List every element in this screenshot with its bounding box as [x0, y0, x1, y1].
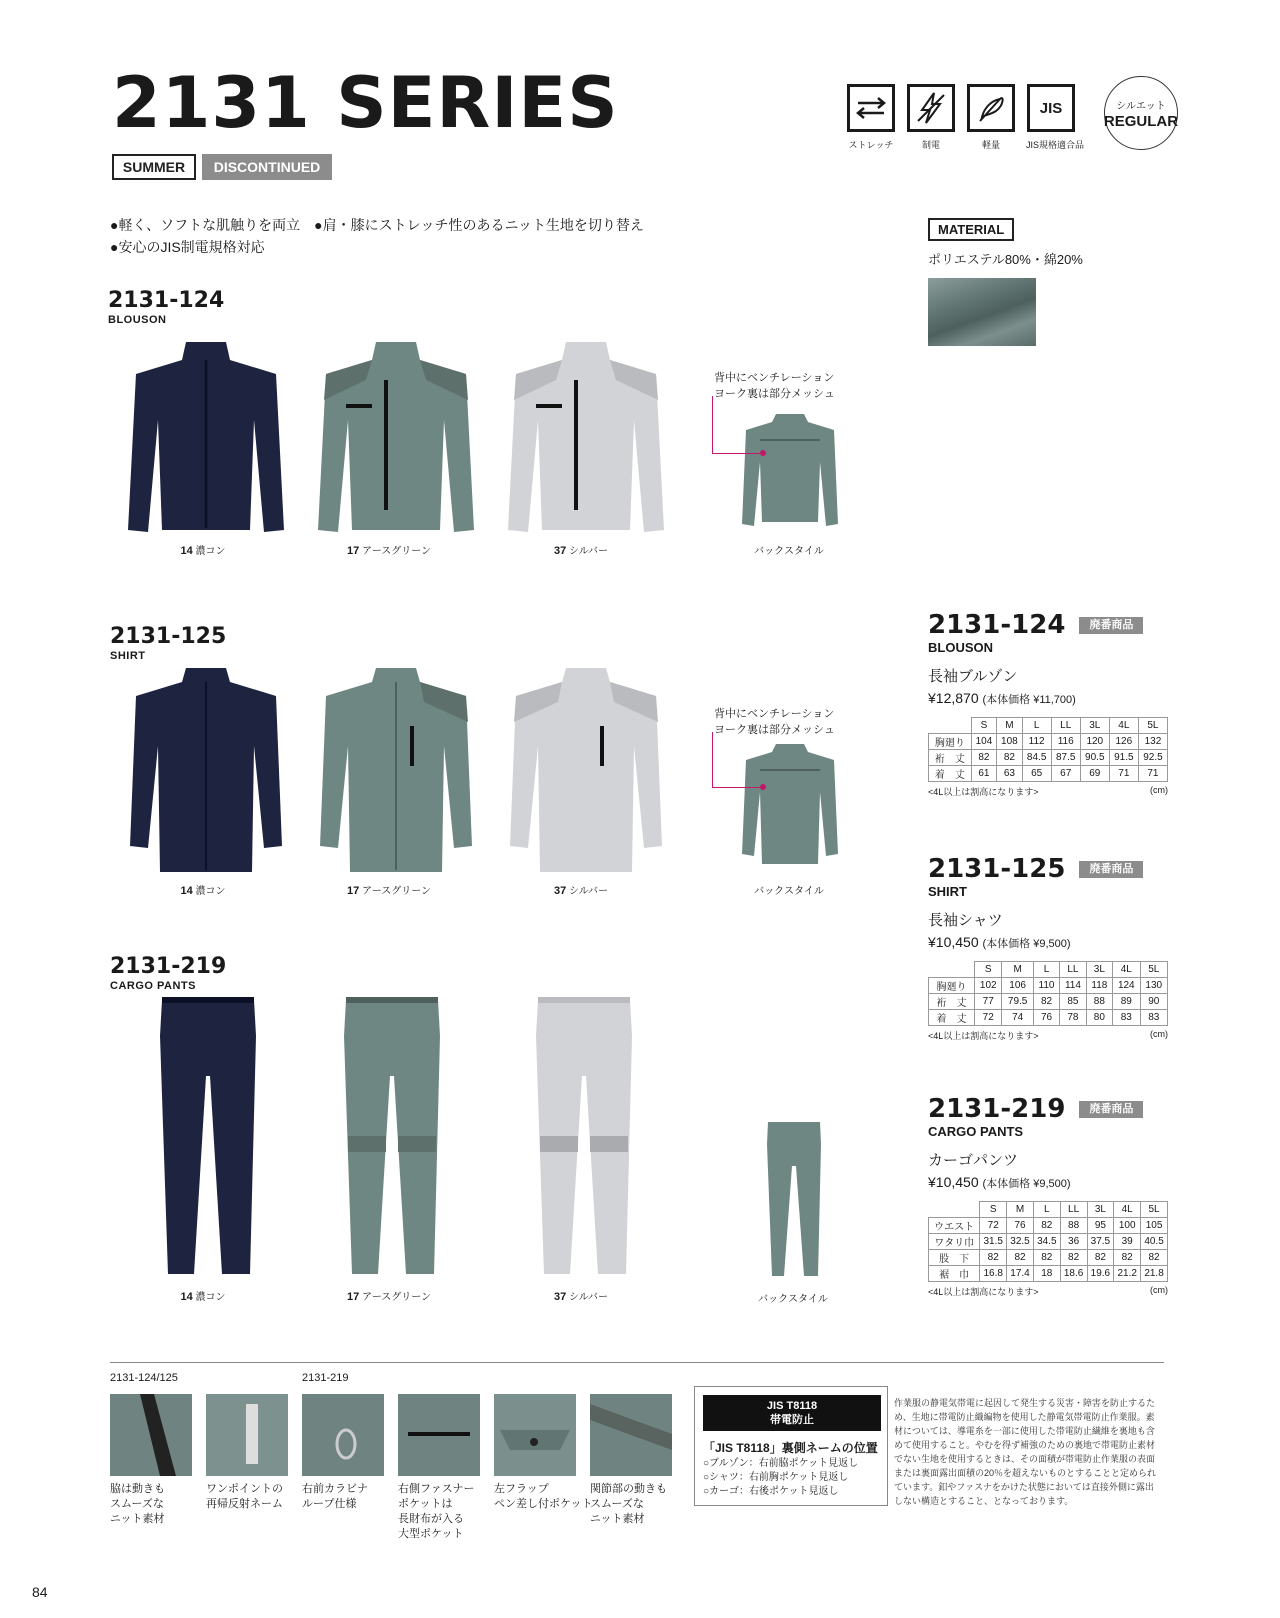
spec-block — [928, 1096, 1168, 1298]
table-cell: 124 — [1113, 978, 1140, 994]
shirt-navy-image — [126, 666, 286, 876]
table-cell: 67 — [1051, 766, 1080, 782]
detail-caption-line: ワンポイントの — [206, 1483, 283, 1495]
series-title: 2131 SERIES — [112, 62, 619, 144]
spec-code: 2131-124 — [928, 610, 1066, 640]
silhouette-badge — [1104, 76, 1178, 150]
feature-line: ●軽く、ソフトな肌触りを両立 ●肩・膝にストレッチ性のあるニット生地を切り替え — [110, 217, 644, 233]
row-label: 胸廻り — [929, 734, 972, 750]
color-caption: 37 シルバー — [553, 885, 609, 897]
size-header: 5L — [1141, 1202, 1168, 1218]
pants-back-image — [766, 1120, 822, 1278]
table-row — [929, 994, 1168, 1010]
table-cell: 77 — [975, 994, 1002, 1010]
table-cell: 92.5 — [1138, 750, 1167, 766]
detail-photo-knee-knit — [590, 1394, 672, 1476]
spec-japanese-name: 長袖シャツ — [928, 912, 1003, 929]
stretch-label: ストレッチ — [848, 140, 894, 150]
jis-name-box — [694, 1386, 888, 1506]
table-cell: 102 — [975, 978, 1002, 994]
spec-japanese-name: 長袖ブルゾン — [928, 668, 1018, 685]
table-cell: 69 — [1080, 766, 1109, 782]
table-cell: 126 — [1109, 734, 1138, 750]
size-table — [928, 717, 1168, 782]
table-row — [929, 1010, 1168, 1026]
table-cell: 32.5 — [1007, 1234, 1034, 1250]
lightning-icon — [907, 84, 955, 132]
color-caption: 17 アースグリーン — [346, 885, 432, 897]
size-header: 4L — [1114, 1202, 1141, 1218]
spec-price — [928, 690, 1168, 707]
row-label: ウエスト — [929, 1218, 980, 1234]
price-value: ¥10,450 — [928, 934, 979, 950]
size-header: 4L — [1109, 718, 1138, 734]
table-cell: 37.5 — [1087, 1234, 1114, 1250]
detail-caption-line: 右前カラビナ — [302, 1483, 368, 1495]
table-unit: (cm) — [1150, 1285, 1168, 1295]
antistatic-function — [906, 84, 956, 151]
table-cell: 87.5 — [1051, 750, 1080, 766]
jis-badge-line: 帯電防止 — [770, 1414, 814, 1426]
table-cell: 89 — [1113, 994, 1140, 1010]
blouson-navy-image — [126, 340, 286, 540]
table-cell: 106 — [1002, 978, 1033, 994]
table-corner — [929, 718, 972, 734]
blouson-heading — [108, 290, 224, 326]
color-caption: 37 シルバー — [553, 545, 609, 557]
table-note: <4L以上は割高になります> — [928, 1287, 1039, 1297]
size-header: 4L — [1113, 962, 1140, 978]
table-cell: 84.5 — [1022, 750, 1051, 766]
material-label: MATERIAL — [928, 218, 1014, 241]
fabric-swatch — [928, 278, 1036, 346]
table-note: <4L以上は割高になります> — [928, 787, 1039, 797]
product-type: CARGO PANTS — [110, 980, 196, 992]
pants-heading — [110, 956, 226, 992]
table-cell: 85 — [1060, 994, 1086, 1010]
table-cell: 31.5 — [980, 1234, 1007, 1250]
table-cell: 72 — [975, 1010, 1002, 1026]
table-cell: 82 — [1141, 1250, 1168, 1266]
table-cell: 61 — [971, 766, 996, 782]
size-header: 3L — [1080, 718, 1109, 734]
table-cell: 83 — [1113, 1010, 1140, 1026]
detail-caption-line: 大型ポケット — [398, 1528, 464, 1540]
table-cell: 82 — [971, 750, 996, 766]
spec-japanese-name: カーゴパンツ — [928, 1152, 1019, 1169]
divider — [110, 1362, 1164, 1363]
table-cell: 80 — [1086, 1010, 1112, 1026]
detail-photo-side-knit — [110, 1394, 192, 1476]
detail-caption-line: ループ仕様 — [302, 1498, 357, 1510]
detail-group-label: 2131-219 — [302, 1372, 349, 1384]
detail-caption-line: ニット素材 — [110, 1513, 165, 1525]
product-code: 2131-125 — [110, 624, 227, 649]
table-cell: 83 — [1140, 1010, 1167, 1026]
table-row — [929, 978, 1168, 994]
price-value: ¥12,870 — [928, 690, 979, 706]
table-cell: 90 — [1140, 994, 1167, 1010]
spec-price — [928, 1174, 1168, 1191]
callout-dot — [760, 784, 766, 790]
spec-type: BLOUSON — [928, 640, 993, 655]
spec-type: SHIRT — [928, 884, 967, 899]
detail-caption — [590, 1482, 686, 1527]
table-cell: 74 — [1002, 1010, 1033, 1026]
table-cell: 78 — [1060, 1010, 1086, 1026]
size-header: LL — [1060, 1202, 1087, 1218]
antistatic-label: 制電 — [921, 140, 940, 150]
table-row — [929, 1234, 1168, 1250]
table-cell: 40.5 — [1141, 1234, 1168, 1250]
table-cell: 82 — [1033, 1218, 1060, 1234]
table-row — [929, 1250, 1168, 1266]
stretch-arrows-icon — [847, 84, 895, 132]
discontinued-tag: DISCONTINUED — [202, 154, 332, 180]
material-composition: ポリエステル80%・綿20% — [928, 252, 1083, 267]
back-caption: バックスタイル — [754, 886, 824, 897]
size-header-row — [929, 718, 1168, 734]
spec-code: 2131-219 — [928, 1094, 1066, 1124]
price-base: (本体価格 ¥9,500) — [982, 938, 1071, 950]
pants-silver-image — [534, 996, 634, 1276]
detail-caption — [494, 1482, 594, 1512]
pants-green-image — [342, 996, 442, 1276]
table-row — [929, 1218, 1168, 1234]
detail-caption — [398, 1482, 494, 1542]
table-corner — [929, 962, 975, 978]
spec-block — [928, 612, 1168, 798]
table-cell: 114 — [1060, 978, 1086, 994]
table-row — [929, 1266, 1168, 1282]
table-cell: 72 — [980, 1218, 1007, 1234]
size-header: M — [997, 718, 1022, 734]
size-header-row — [929, 1202, 1168, 1218]
table-cell: 18.6 — [1060, 1266, 1087, 1282]
table-cell: 71 — [1138, 766, 1167, 782]
discontinued-badge: 廃番商品 — [1079, 1101, 1143, 1118]
size-header: L — [1033, 962, 1059, 978]
table-cell: 105 — [1141, 1218, 1168, 1234]
table-cell: 82 — [1114, 1250, 1141, 1266]
color-caption: 14 濃コン — [180, 885, 226, 897]
table-cell: 19.6 — [1087, 1266, 1114, 1282]
table-cell: 82 — [1087, 1250, 1114, 1266]
detail-caption-line: 脇は動きも — [110, 1483, 165, 1495]
table-cell: 21.2 — [1114, 1266, 1141, 1282]
feather-icon — [967, 84, 1015, 132]
table-cell: 130 — [1140, 978, 1167, 994]
color-caption: 14 濃コン — [180, 1291, 226, 1303]
discontinued-badge: 廃番商品 — [1079, 617, 1143, 634]
size-table — [928, 1201, 1168, 1282]
discontinued-badge: 廃番商品 — [1079, 861, 1143, 878]
detail-caption-line: 左フラップ — [494, 1483, 549, 1495]
detail-caption — [302, 1482, 398, 1512]
callout-line — [712, 732, 762, 788]
spec-price — [928, 934, 1168, 951]
color-caption: 14 濃コン — [180, 545, 226, 557]
callout-dot — [760, 450, 766, 456]
back-note-line: ヨーク裏は部分メッシュ — [714, 724, 835, 736]
table-cell: 79.5 — [1002, 994, 1033, 1010]
shirt-green-image — [316, 666, 476, 876]
detail-photo-carabiner-loop — [302, 1394, 384, 1476]
table-row — [929, 750, 1168, 766]
feature-line: ●安心のJIS制電規格対応 — [110, 239, 265, 255]
row-label: 股 下 — [929, 1250, 980, 1266]
table-cell: 91.5 — [1109, 750, 1138, 766]
table-cell: 18 — [1033, 1266, 1060, 1282]
lightweight-function — [966, 84, 1016, 151]
product-type: SHIRT — [110, 650, 146, 662]
row-label: 着 丈 — [929, 766, 972, 782]
table-cell: 36 — [1060, 1234, 1087, 1250]
row-label: 裄 丈 — [929, 750, 972, 766]
table-cell: 82 — [997, 750, 1022, 766]
size-header: M — [1002, 962, 1033, 978]
table-unit: (cm) — [1150, 1029, 1168, 1039]
back-caption: バックスタイル — [754, 546, 824, 557]
detail-photo-reflective-label — [206, 1394, 288, 1476]
row-label: 裄 丈 — [929, 994, 975, 1010]
blouson-silver-image — [506, 340, 666, 540]
table-cell: 34.5 — [1033, 1234, 1060, 1250]
size-table — [928, 961, 1168, 1026]
size-header: S — [980, 1202, 1007, 1218]
table-cell: 88 — [1086, 994, 1112, 1010]
table-cell: 110 — [1033, 978, 1059, 994]
shirt-silver-image — [506, 666, 666, 876]
table-cell: 108 — [997, 734, 1022, 750]
season-tag: SUMMER — [112, 154, 196, 180]
table-note-row — [928, 1029, 1168, 1042]
size-header: 5L — [1138, 718, 1167, 734]
size-header: 5L — [1140, 962, 1167, 978]
back-note-line: ヨーク裏は部分メッシュ — [714, 388, 835, 400]
jis-description: 作業服の静電気帯電に起因して発生する災害・障害を防止するため、生地に帯電防止織編物を使用した静電気帯電防止作業服。素材については、導電糸を一部に使用した帯電防止繊維を裏地も含めて使用すること。やむを得ず補強のための裏地で帯電防止素材でない生地を使用するときは、その面積が帯電防止作業服の表面または裏面露出面積の20％を超えないものとすることと定められています。釦やファスナをかけた状態においては直接外側に露出しない構造とすること、となっております。 — [894, 1398, 1157, 1506]
jis-list-item: ○シャツ：右前胸ポケット見返し — [703, 1472, 849, 1483]
size-header: S — [971, 718, 996, 734]
spec-code-row — [928, 856, 1168, 882]
stretch-function — [846, 84, 896, 151]
product-code: 2131-124 — [108, 288, 225, 313]
detail-caption-line: 関節部の動きも — [590, 1483, 667, 1495]
table-cell: 82 — [1007, 1250, 1034, 1266]
detail-caption — [206, 1482, 302, 1512]
spec-block — [928, 856, 1168, 1042]
table-note-row — [928, 785, 1168, 798]
row-label: 裾 巾 — [929, 1266, 980, 1282]
size-header: 3L — [1087, 1202, 1114, 1218]
table-cell: 100 — [1114, 1218, 1141, 1234]
row-label: 着 丈 — [929, 1010, 975, 1026]
detail-caption-line: ペン差し付ポケット — [494, 1498, 593, 1510]
jis-list-item: ○ブルゾン：右前脇ポケット見返し — [703, 1458, 859, 1469]
table-cell: 104 — [971, 734, 996, 750]
size-header: LL — [1051, 718, 1080, 734]
blouson-green-image — [316, 340, 476, 540]
row-label: 胸廻り — [929, 978, 975, 994]
jis-mark-text: JIS — [1039, 99, 1063, 117]
table-note-row — [928, 1285, 1168, 1298]
color-caption: 17 アースグリーン — [346, 545, 432, 557]
detail-caption — [110, 1482, 206, 1527]
back-note-line: 背中にベンチレーション — [714, 372, 835, 384]
jis-label: JIS規格適合品 — [1026, 140, 1085, 150]
spec-code-row — [928, 612, 1168, 638]
detail-caption-line: スムーズな — [590, 1498, 644, 1510]
table-cell: 76 — [1007, 1218, 1034, 1234]
jis-mark-icon — [1027, 84, 1075, 132]
jis-badge-line: JIS T8118 — [766, 1400, 818, 1412]
detail-photo-zip-pocket — [398, 1394, 480, 1476]
detail-caption-line: スムーズな — [110, 1498, 164, 1510]
size-header: 3L — [1086, 962, 1112, 978]
jis-t8118-badge — [703, 1395, 881, 1431]
table-cell: 21.8 — [1141, 1266, 1168, 1282]
table-cell: 112 — [1022, 734, 1051, 750]
silhouette-value: REGULAR — [1103, 112, 1179, 130]
detail-caption-line: ニット素材 — [590, 1513, 645, 1525]
price-base: (本体価格 ¥11,700) — [982, 694, 1076, 706]
jis-list-item: ○カーゴ：右後ポケット見返し — [703, 1486, 839, 1497]
size-header: M — [1007, 1202, 1034, 1218]
detail-caption-line: 長財布が入る — [398, 1513, 464, 1525]
product-type: BLOUSON — [108, 314, 167, 326]
table-cell: 118 — [1086, 978, 1112, 994]
spec-type: CARGO PANTS — [928, 1124, 1024, 1139]
table-cell: 132 — [1138, 734, 1167, 750]
table-cell: 76 — [1033, 1010, 1059, 1026]
table-cell: 63 — [997, 766, 1022, 782]
pants-navy-image — [158, 996, 258, 1276]
table-row — [929, 734, 1168, 750]
jis-function — [1026, 84, 1085, 151]
spec-code: 2131-125 — [928, 854, 1066, 884]
table-cell: 95 — [1087, 1218, 1114, 1234]
size-header-row — [929, 962, 1168, 978]
table-cell: 120 — [1080, 734, 1109, 750]
size-header: LL — [1060, 962, 1086, 978]
silhouette-label: シルエット — [1116, 100, 1166, 112]
page-number: 84 — [32, 1584, 48, 1600]
table-row — [929, 766, 1168, 782]
size-header: S — [975, 962, 1002, 978]
detail-group-label: 2131-124/125 — [110, 1372, 178, 1384]
detail-caption-line: ポケットは — [398, 1498, 453, 1510]
table-cell: 88 — [1060, 1218, 1087, 1234]
table-note: <4L以上は割高になります> — [928, 1031, 1039, 1041]
row-label: ワタリ巾 — [929, 1234, 980, 1250]
table-cell: 116 — [1051, 734, 1080, 750]
feature-list — [110, 214, 644, 258]
product-code: 2131-219 — [110, 954, 227, 979]
table-cell: 82 — [1033, 1250, 1060, 1266]
lightweight-label: 軽量 — [981, 140, 1000, 150]
table-cell: 65 — [1022, 766, 1051, 782]
back-note-line: 背中にベンチレーション — [714, 708, 835, 720]
table-cell: 90.5 — [1080, 750, 1109, 766]
jis-title: 「JIS T8118」裏側ネームの位置 — [703, 1441, 878, 1455]
table-cell: 82 — [1060, 1250, 1087, 1266]
spec-code-row — [928, 1096, 1168, 1122]
table-cell: 17.4 — [1007, 1266, 1034, 1282]
callout-line — [712, 396, 762, 454]
table-cell: 39 — [1114, 1234, 1141, 1250]
size-header: L — [1022, 718, 1051, 734]
table-cell: 16.8 — [980, 1266, 1007, 1282]
detail-photo-flap-pocket — [494, 1394, 576, 1476]
back-caption: バックスタイル — [758, 1294, 828, 1305]
color-caption: 37 シルバー — [553, 1291, 609, 1303]
table-unit: (cm) — [1150, 785, 1168, 795]
table-cell: 82 — [1033, 994, 1059, 1010]
table-cell: 71 — [1109, 766, 1138, 782]
color-caption: 17 アースグリーン — [346, 1291, 432, 1303]
size-header: L — [1033, 1202, 1060, 1218]
detail-caption-line: 右側ファスナー — [398, 1483, 475, 1495]
table-corner — [929, 1202, 980, 1218]
jis-list — [703, 1457, 858, 1499]
price-base: (本体価格 ¥9,500) — [982, 1178, 1071, 1190]
shirt-heading — [110, 626, 226, 662]
detail-caption-line: 再帰反射ネーム — [206, 1498, 283, 1510]
table-cell: 82 — [980, 1250, 1007, 1266]
price-value: ¥10,450 — [928, 1174, 979, 1190]
